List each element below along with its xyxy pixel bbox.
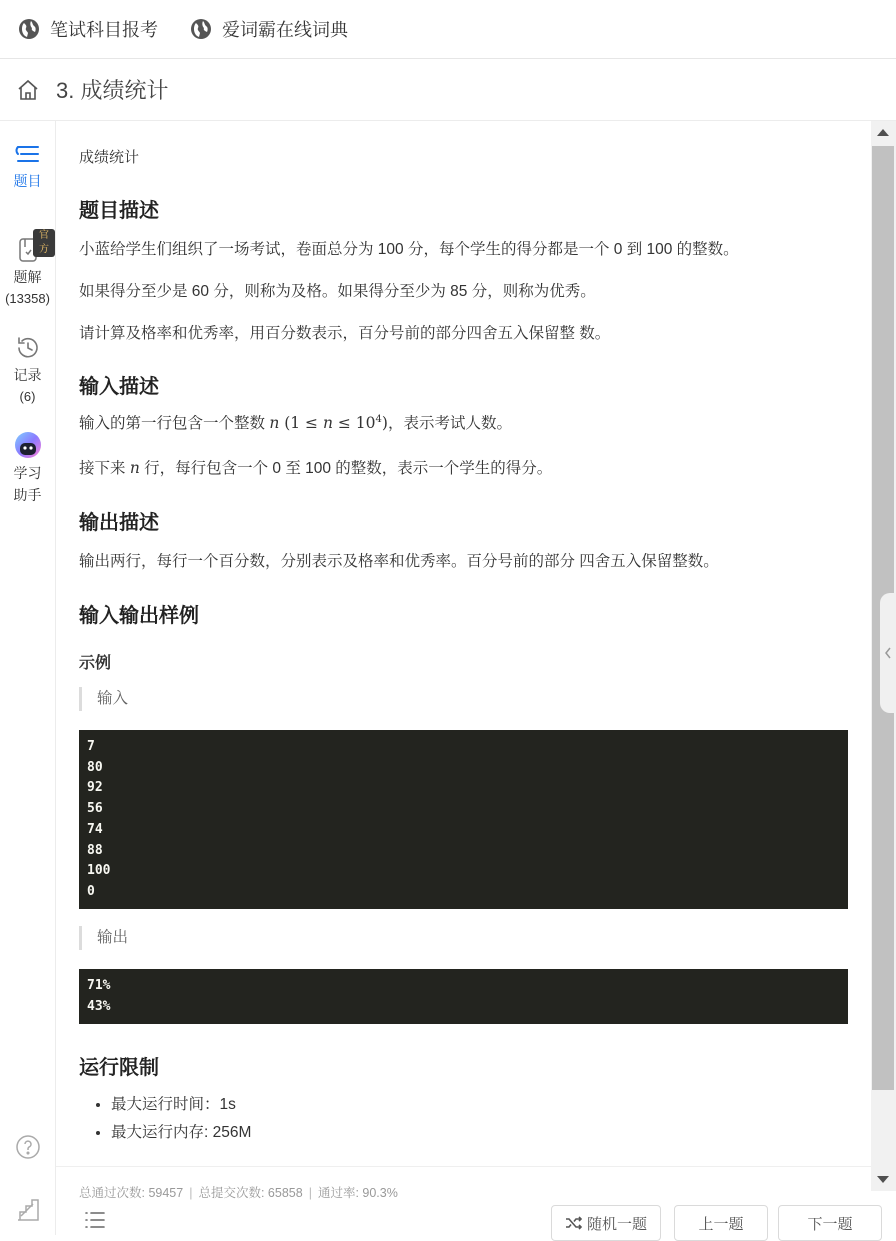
code-line: 71% xyxy=(87,978,111,993)
random-problem-button[interactable] xyxy=(551,1205,661,1241)
output-label: 输出 xyxy=(79,926,128,950)
code-line: 43% xyxy=(87,998,111,1014)
code-line: 88 xyxy=(87,842,103,858)
limits-heading: 运行限制 xyxy=(79,1057,159,1079)
chevron-left-icon xyxy=(884,647,892,659)
solutions-count: (13358) xyxy=(5,291,50,306)
menu-list-icon[interactable] xyxy=(84,1211,106,1234)
previous-problem-button[interactable] xyxy=(674,1205,768,1241)
total-passed: 总通过次数: 59457 xyxy=(79,1186,184,1200)
problem-content xyxy=(56,121,871,1191)
scroll-down-arrow-icon[interactable] xyxy=(877,1176,889,1183)
submission-stats: 总通过次数: 59457 | 总提交次数: 65858 | 通过率: 90.3% xyxy=(79,1186,398,1200)
limits-list xyxy=(79,1091,251,1147)
pass-rate: 通过率: 90.3% xyxy=(317,1186,398,1200)
math-variable: n xyxy=(129,459,140,477)
input-line2-tail: 行，每行包含一个 0 至 100 的整数，表示一个学生的得分。 xyxy=(139,460,553,477)
code-line: 92 xyxy=(87,780,103,796)
input-heading: 输入描述 xyxy=(79,376,159,398)
iciba-dictionary-label: 爱词霸在线词典 xyxy=(222,20,348,40)
ranking-button[interactable] xyxy=(0,1197,55,1226)
previous-problem-label: 上一题 xyxy=(698,1215,744,1233)
input-line1-text: 输入的第一行包含一个整数 xyxy=(79,415,270,432)
collapse-panel-button[interactable] xyxy=(880,593,896,713)
total-submitted: 总提交次数: 65858 xyxy=(198,1186,303,1200)
left-sidebar xyxy=(0,121,56,1235)
sample-output-code[interactable] xyxy=(79,969,848,1024)
input-line2-text: 接下来 xyxy=(79,460,130,477)
top-bar xyxy=(0,0,896,59)
input-label: 输入 xyxy=(79,687,128,711)
code-line: 74 xyxy=(87,821,103,837)
description-heading: 题目描述 xyxy=(79,200,159,222)
sidebar-label-assistant-2: 助手 xyxy=(13,487,42,503)
description-line: 请计算及格率和优秀率，用百分数表示，百分号前的部分四舍五入保留整 数。 xyxy=(79,325,611,342)
code-line: 0 xyxy=(87,883,95,899)
scroll-up-arrow-icon[interactable] xyxy=(877,129,889,136)
sidebar-item-problem[interactable] xyxy=(0,143,55,192)
help-button[interactable] xyxy=(0,1134,55,1163)
description-line: 如果得分至少是 60 分，则称为及格。如果得分至少为 85 分，则称为优秀。 xyxy=(79,283,596,300)
exam-registration-link[interactable] xyxy=(18,16,158,42)
sidebar-label-problem: 题目 xyxy=(13,173,42,189)
input-line1-tail: ，表示考试人数。 xyxy=(387,415,512,432)
robot-icon xyxy=(14,431,42,459)
footer-bar xyxy=(56,1166,871,1236)
next-problem-label: 下一题 xyxy=(807,1215,853,1233)
list-icon xyxy=(15,143,41,167)
input-description-line xyxy=(79,411,512,433)
sidebar-item-records[interactable] xyxy=(0,335,55,408)
input-description-line xyxy=(79,456,552,478)
random-problem-label: 随机一题 xyxy=(586,1215,647,1233)
breadcrumb: 成绩统计 xyxy=(79,149,140,166)
help-icon xyxy=(15,1134,41,1160)
sidebar-label-assistant-1: 学习 xyxy=(13,465,42,481)
output-description-line: 输出两行，每行一个百分数，分别表示及格率和优秀率。百分号前的部分 四舍五入保留整数。 xyxy=(79,553,719,570)
code-line: 80 xyxy=(87,759,103,775)
code-line: 7 xyxy=(87,739,95,754)
globe-icon xyxy=(18,18,40,40)
page-title: 3. 成绩统计 xyxy=(56,78,169,103)
math-formula: n $(1 \le n \le 10^4)$ xyxy=(269,413,388,432)
sidebar-item-solutions[interactable] xyxy=(0,230,55,310)
code-line: 100 xyxy=(87,863,111,879)
stairs-icon xyxy=(15,1197,41,1223)
title-bar xyxy=(0,59,896,121)
sidebar-item-assistant[interactable] xyxy=(0,431,55,506)
limit-memory: • 最大运行内存: 256M xyxy=(111,1119,251,1147)
limit-time: • 最大运行时间：1s xyxy=(111,1091,251,1119)
next-problem-button[interactable] xyxy=(778,1205,882,1241)
sample-heading: 输入输出样例 xyxy=(79,605,199,627)
iciba-dictionary-link[interactable] xyxy=(190,16,348,42)
example-label: 示例 xyxy=(79,655,112,672)
history-icon xyxy=(15,335,41,361)
records-count: (6) xyxy=(19,389,36,404)
official-badge: 官方 xyxy=(33,229,55,257)
globe-icon xyxy=(190,18,212,40)
home-icon[interactable] xyxy=(16,78,40,102)
code-line: 56 xyxy=(87,801,103,817)
shuffle-icon xyxy=(565,1216,583,1230)
sidebar-label-solutions: 题解 xyxy=(13,269,42,285)
output-heading: 输出描述 xyxy=(79,512,159,534)
sample-input-code[interactable] xyxy=(79,730,848,909)
sidebar-label-records: 记录 xyxy=(13,367,42,383)
description-line: 小蓝给学生们组织了一场考试，卷面总分为 100 分，每个学生的得分都是一个 0 到 100 的整数。 xyxy=(79,241,739,258)
exam-registration-label: 笔试科目报考 xyxy=(50,20,158,40)
